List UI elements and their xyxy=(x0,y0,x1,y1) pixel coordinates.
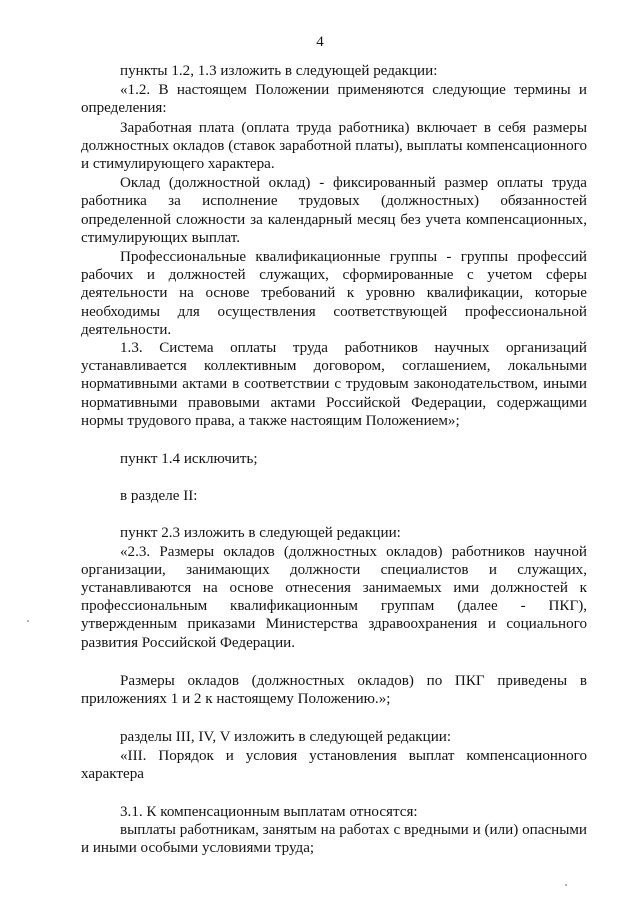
paragraph-qualification-groups: Профессиональные квалификационные группы - группы профессий рабочих и должностей служащих, сформированные с учетом сферы деятельности на основе требований к уровню квалификации, которые необходимы для осуществления соответствующей профессиональной деятельности. xyxy=(81,249,587,338)
paragraph-intro-2-3: пункт 2.3 изложить в следующей редакции: xyxy=(120,525,401,542)
paragraph-clause-1-3: 1.3. Система оплаты труда работников научных организаций устанавливается коллективным договором, соглашением, локальными нормативными актами в соответствии с трудовым законодательством, иными нормативными правовыми актами Российской Федерации, содержащими нормы трудового права, а также настоящим Положением»; xyxy=(81,340,587,429)
paragraph-exclude-1-4: пункт 1.4 исключить; xyxy=(120,451,258,468)
paragraph-clause-1-2: «1.2. В настоящем Положении применяются следующие термины и определения: xyxy=(81,82,587,117)
paragraph-section-2: в разделе II: xyxy=(120,488,198,505)
paragraph-clause-2-3: «2.3. Размеры окладов (должностных окладов) работников научной организации, занимающих должности специалистов и служащих, устанавливаются на основе отнесения занимаемых ими должностей к профессиональным квалификационным группам (далее - ПКГ), утвержденным приказами Министерства здравоохранения и социального развития Российской Федерации. xyxy=(81,543,587,651)
paragraph-wage-definition: Заработная плата (оплата труда работника) включает в себя размеры должностных окладов (ставок заработной платы), выплаты компенсационного и стимулирующего характера. xyxy=(81,119,587,173)
paragraph-clause-3-1: 3.1. К компенсационным выплатам относятся: xyxy=(120,803,418,820)
paragraph-intro-1-2-1-3: пункты 1.2, 1.3 изложить в следующей редакции: xyxy=(120,63,438,79)
scan-speck xyxy=(565,884,567,886)
page-number: 4 xyxy=(316,34,324,50)
paragraph-salary-definition: Оклад (должностной оклад) - фиксированный размер оплаты труда работника за исполнение трудовых (должностных) обязанностей определенной сложности за календарный месяц без учета компенсационных, стимулирующих выплат. xyxy=(81,175,587,246)
document-body xyxy=(81,62,587,858)
paragraph-salary-sizes: Размеры окладов (должностных окладов) по ПКГ приведены в приложениях 1 и 2 к настоящему Положению.»; xyxy=(81,672,587,708)
scan-speck xyxy=(27,620,29,622)
paragraph-intro-sections-3-5: разделы III, IV, V изложить в следующей редакции: xyxy=(120,729,452,746)
paragraph-harmful-conditions: выплаты работникам, занятым на работах с вредными и (или) опасными и иными особыми условиями труда; xyxy=(81,822,587,857)
paragraph-section-3-heading: «III. Порядок и условия установления выплат компенсационного характера xyxy=(81,747,587,782)
